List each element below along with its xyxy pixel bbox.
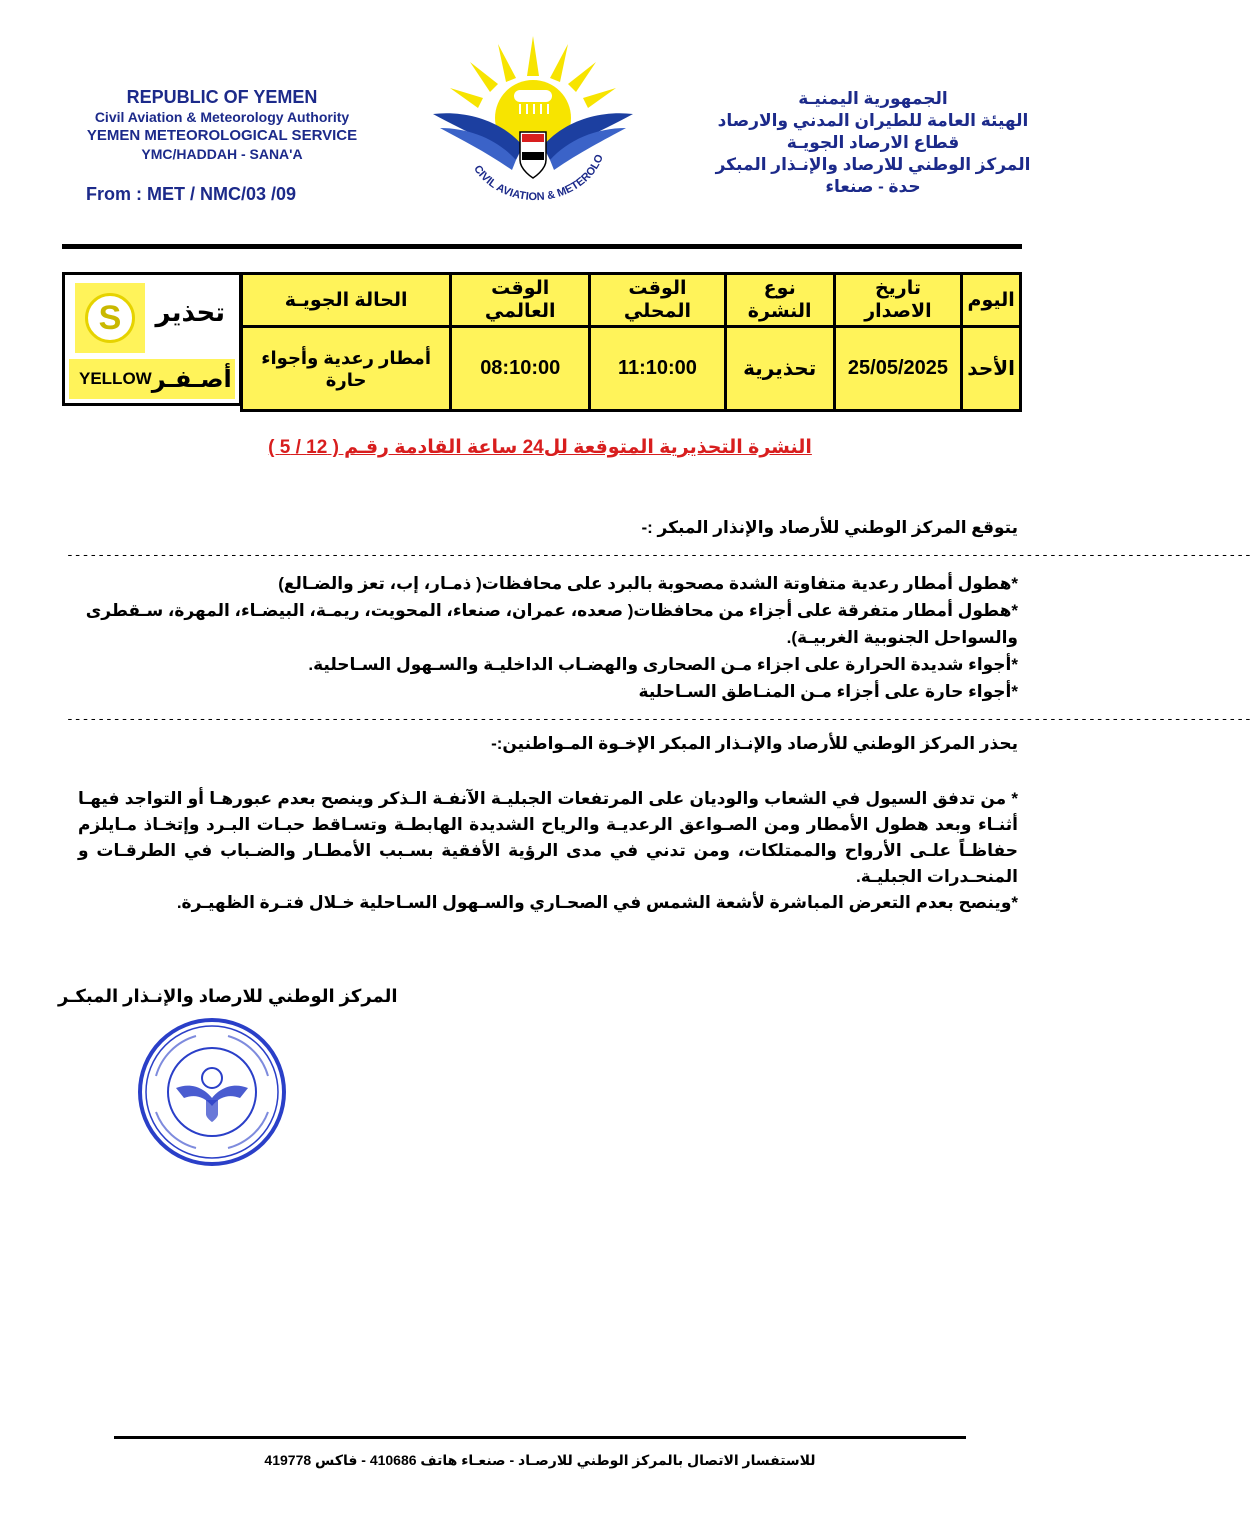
warning-title: تحذير <box>155 297 225 327</box>
table-row <box>242 327 1021 411</box>
header-utc-time: الوقت العالمي <box>451 274 590 327</box>
list-item: *وينصح بعدم التعرض المباشرة لأشعة الشمس في الصحـاري والسـهول السـاحلية خـلال فتـرة الظهيـرة. <box>176 893 1018 912</box>
location-ar: حدة - صنعاء <box>825 177 921 196</box>
header-weather: الحالة الجويـة <box>242 274 451 327</box>
warning-level-en: YELLOW <box>79 369 152 388</box>
service-name-en: YEMEN METEOROLOGICAL SERVICE <box>86 127 358 144</box>
list-item: * من تدفق السيول في الشعاب والوديان على المرتفعات الجبليـة الآنفـة الـذكر وينصح بعدم عبورهـا أو التواجد فيهـا أثنـاء وبعد هطول الأمطار ومن الصـواعق الرعديـة والرياح الشديدة الهابطـة وتسـاقط حبـات البـرد وإتخـاذ مـايلزم حفاظـاً علـى الأرواح والممتلكات، ومن تدني في مدى الرؤية الأفقية بسـبب الأمطـار والضـباب في الطرقـات و المنحـدرات الجبليـة. <box>78 789 1018 886</box>
advice-intro: يحذر المركز الوطني للأرصاد والإنـذار المبكر الإخـوة المـواطنين:- <box>491 734 1018 753</box>
bulletin-info-table <box>240 272 1022 412</box>
official-stamp-icon <box>136 1016 288 1168</box>
warning-symbol-icon: S <box>85 293 135 343</box>
footer-contact: للاستفسار الاتصال بالمركز الوطني للارصـاد - صنعـاء هاتف 410686 - فاكس 419778 <box>264 1452 816 1468</box>
location-en: YMC/HADDAH - SANA'A <box>141 146 303 162</box>
value-weather: أمطار رعدية وأجواء حارة <box>242 327 451 411</box>
signature-label: المركز الوطني للارصاد والإنـذار المبكـر <box>58 986 398 1006</box>
dashed-divider: -------------------------------------------------------------------------------------------------------------------------------------------------------- <box>66 712 1252 727</box>
header-issue-date: تاريخ الاصدار <box>834 274 962 327</box>
list-item: *أجواء شديدة الحرارة على اجزاء مـن الصحارى والهضـاب الداخليـة والسـهول السـاحلية. <box>308 655 1018 674</box>
warning-level-ar: أصـفـر <box>151 365 232 393</box>
authority-name-en: Civil Aviation & Meteorology Authority <box>94 109 350 125</box>
value-day: الأحد <box>962 327 1021 411</box>
country-name-ar: الجمهورية اليمنيـة <box>798 89 948 108</box>
header-local-time: الوقت المحلي <box>590 274 726 327</box>
warning-level-bar <box>69 359 235 399</box>
from-reference: From : MET / NMC/03 /09 <box>86 184 297 204</box>
list-item: *هطول أمطار رعدية متفاوتة الشدة مصحوبة بالبرد على محافظات( ذمـار، إب، تعز والضـالع) <box>278 574 1018 593</box>
value-issue-date: 25/05/2025 <box>834 327 962 411</box>
warning-symbol-tile <box>75 283 145 353</box>
authority-name-ar: الهيئة العامة للطيران المدني والارصاد <box>717 111 1029 130</box>
header-english <box>62 86 382 164</box>
header-day: اليوم <box>962 274 1021 327</box>
value-utc-time: 08:10:00 <box>451 327 590 411</box>
country-name-en: REPUBLIC OF YEMEN <box>126 87 318 107</box>
warning-level-box <box>62 272 242 406</box>
bulletin-title <box>0 436 1080 459</box>
logo-ring-text: CIVIL AVIATION & METEROLO <box>471 152 606 204</box>
header-arabic <box>708 88 1038 198</box>
value-local-time: 11:10:00 <box>590 327 726 411</box>
forecast-intro: يتوقع المركز الوطني للأرصاد والإنذار المبكر :- <box>641 518 1018 537</box>
dashed-divider: -------------------------------------------------------------------------------------------------------------------------------------------------------- <box>66 548 1252 563</box>
center-name-ar: المركز الوطني للارصاد والإنـذار المبكر <box>715 155 1031 174</box>
value-bulletin-type: تحذيرية <box>725 327 834 411</box>
sector-name-ar: قطاع الارصاد الجويـة <box>786 133 960 152</box>
advice-list <box>78 786 1018 916</box>
list-item: *هطول أمطار متفرقة على أجزاء من محافظات( صعده، عمران، صنعاء، المحويت، ريمـة، البيضـاء، المهرة، سـقطرى والسواحل الجنوبية الغربيـة). <box>85 601 1018 647</box>
bulletin-title-text: النشرة التحذيرية المتوقعة لل24 ساعة القادمة رقـم ( 12 / 5 ) <box>268 437 812 458</box>
civil-aviation-logo-icon <box>428 36 638 226</box>
list-item: *أجواء حارة على أجزاء مـن المنـاطق السـاحلية <box>638 682 1018 701</box>
table-header-row <box>242 274 1021 327</box>
forecast-list <box>58 570 1018 705</box>
header-divider <box>62 244 1022 249</box>
footer-divider <box>114 1436 966 1439</box>
header-bulletin-type: نوع النشرة <box>725 274 834 327</box>
